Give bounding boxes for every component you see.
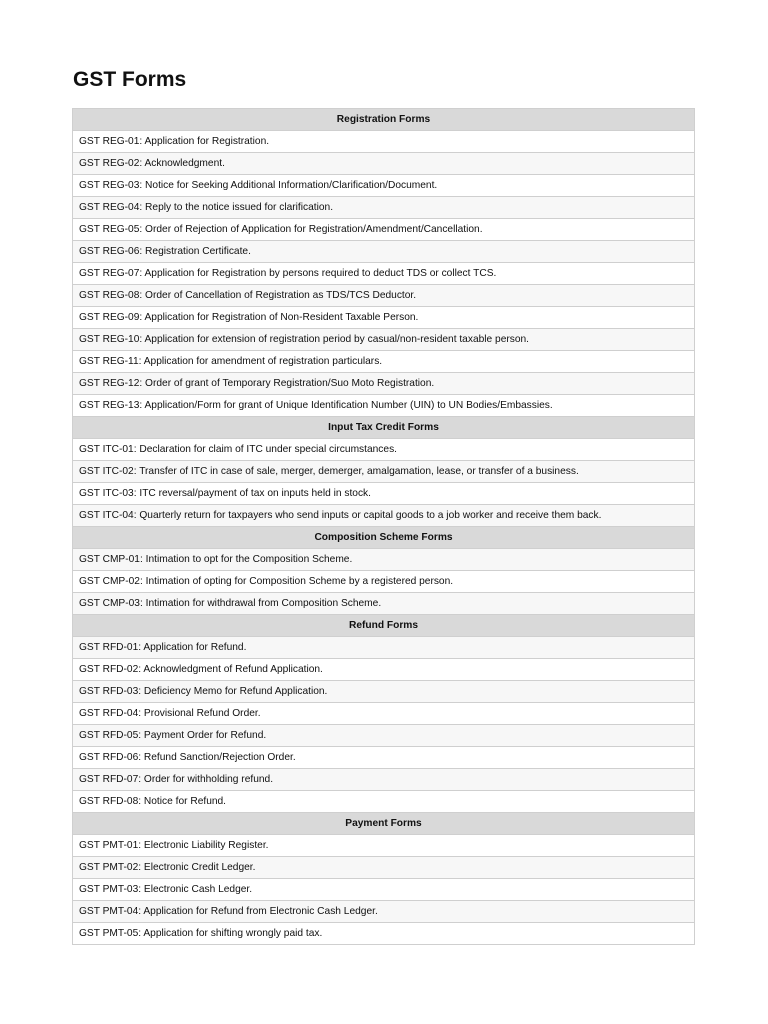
- form-row: [73, 637, 695, 659]
- form-entry: GST REG-09: Application for Registration of Non-Resident Taxable Person.: [73, 307, 695, 329]
- form-entry: GST REG-05: Order of Rejection of Application for Registration/Amendment/Cancellation.: [73, 219, 695, 241]
- form-entry: GST CMP-03: Intimation for withdrawal from Composition Scheme.: [73, 593, 695, 615]
- form-row: [73, 879, 695, 901]
- section-heading: Refund Forms: [73, 615, 695, 637]
- form-row: [73, 835, 695, 857]
- form-row: [73, 571, 695, 593]
- form-entry: GST REG-04: Reply to the notice issued for clarification.: [73, 197, 695, 219]
- form-row: [73, 197, 695, 219]
- form-row: [73, 263, 695, 285]
- form-entry: GST REG-11: Application for amendment of registration particulars.: [73, 351, 695, 373]
- form-entry: GST CMP-02: Intimation of opting for Composition Scheme by a registered person.: [73, 571, 695, 593]
- form-row: [73, 769, 695, 791]
- form-entry: GST ITC-04: Quarterly return for taxpayers who send inputs or capital goods to a job worker and receive them back.: [73, 505, 695, 527]
- form-row: [73, 681, 695, 703]
- form-row: [73, 351, 695, 373]
- form-entry: GST REG-01: Application for Registration.: [73, 131, 695, 153]
- forms-table-body: [73, 109, 695, 945]
- section-header-row: [73, 109, 695, 131]
- form-entry: GST REG-13: Application/Form for grant of Unique Identification Number (UIN) to UN Bodies/Embassies.: [73, 395, 695, 417]
- form-entry: GST ITC-03: ITC reversal/payment of tax on inputs held in stock.: [73, 483, 695, 505]
- form-row: [73, 241, 695, 263]
- form-row: [73, 857, 695, 879]
- form-entry: GST PMT-02: Electronic Credit Ledger.: [73, 857, 695, 879]
- form-entry: GST PMT-05: Application for shifting wrongly paid tax.: [73, 923, 695, 945]
- form-row: [73, 153, 695, 175]
- form-entry: GST REG-02: Acknowledgment.: [73, 153, 695, 175]
- form-row: [73, 285, 695, 307]
- form-row: [73, 703, 695, 725]
- form-row: [73, 791, 695, 813]
- section-header-row: [73, 813, 695, 835]
- form-row: [73, 373, 695, 395]
- section-heading: Payment Forms: [73, 813, 695, 835]
- form-entry: GST REG-12: Order of grant of Temporary Registration/Suo Moto Registration.: [73, 373, 695, 395]
- form-row: [73, 461, 695, 483]
- form-entry: GST RFD-01: Application for Refund.: [73, 637, 695, 659]
- form-row: [73, 923, 695, 945]
- form-row: [73, 131, 695, 153]
- form-entry: GST REG-10: Application for extension of registration period by casual/non-resident taxable person.: [73, 329, 695, 351]
- form-entry: GST PMT-03: Electronic Cash Ledger.: [73, 879, 695, 901]
- form-entry: GST REG-03: Notice for Seeking Additional Information/Clarification/Document.: [73, 175, 695, 197]
- section-header-row: [73, 615, 695, 637]
- section-header-row: [73, 527, 695, 549]
- form-entry: GST REG-06: Registration Certificate.: [73, 241, 695, 263]
- form-entry: GST REG-08: Order of Cancellation of Registration as TDS/TCS Deductor.: [73, 285, 695, 307]
- form-entry: GST RFD-03: Deficiency Memo for Refund Application.: [73, 681, 695, 703]
- form-row: [73, 483, 695, 505]
- form-entry: GST PMT-04: Application for Refund from Electronic Cash Ledger.: [73, 901, 695, 923]
- form-row: [73, 175, 695, 197]
- form-entry: GST RFD-06: Refund Sanction/Rejection Order.: [73, 747, 695, 769]
- section-heading: Composition Scheme Forms: [73, 527, 695, 549]
- form-entry: GST CMP-01: Intimation to opt for the Composition Scheme.: [73, 549, 695, 571]
- form-row: [73, 747, 695, 769]
- page-title: GST Forms: [73, 68, 187, 91]
- form-entry: GST RFD-08: Notice for Refund.: [73, 791, 695, 813]
- section-heading: Input Tax Credit Forms: [73, 417, 695, 439]
- form-row: [73, 725, 695, 747]
- form-entry: GST PMT-01: Electronic Liability Register.: [73, 835, 695, 857]
- form-row: [73, 307, 695, 329]
- form-entry: GST REG-07: Application for Registration by persons required to deduct TDS or collect TCS.: [73, 263, 695, 285]
- form-entry: GST ITC-02: Transfer of ITC in case of sale, merger, demerger, amalgamation, lease, or transfer of a business.: [73, 461, 695, 483]
- form-row: [73, 659, 695, 681]
- form-entry: GST RFD-02: Acknowledgment of Refund Application.: [73, 659, 695, 681]
- section-heading: Registration Forms: [73, 109, 695, 131]
- form-row: [73, 593, 695, 615]
- form-entry: GST RFD-07: Order for withholding refund.: [73, 769, 695, 791]
- form-entry: GST RFD-04: Provisional Refund Order.: [73, 703, 695, 725]
- form-row: [73, 219, 695, 241]
- form-row: [73, 439, 695, 461]
- gst-forms-table: [72, 108, 695, 945]
- form-row: [73, 901, 695, 923]
- section-header-row: [73, 417, 695, 439]
- form-row: [73, 329, 695, 351]
- form-row: [73, 549, 695, 571]
- form-entry: GST RFD-05: Payment Order for Refund.: [73, 725, 695, 747]
- form-row: [73, 505, 695, 527]
- form-entry: GST ITC-01: Declaration for claim of ITC under special circumstances.: [73, 439, 695, 461]
- form-row: [73, 395, 695, 417]
